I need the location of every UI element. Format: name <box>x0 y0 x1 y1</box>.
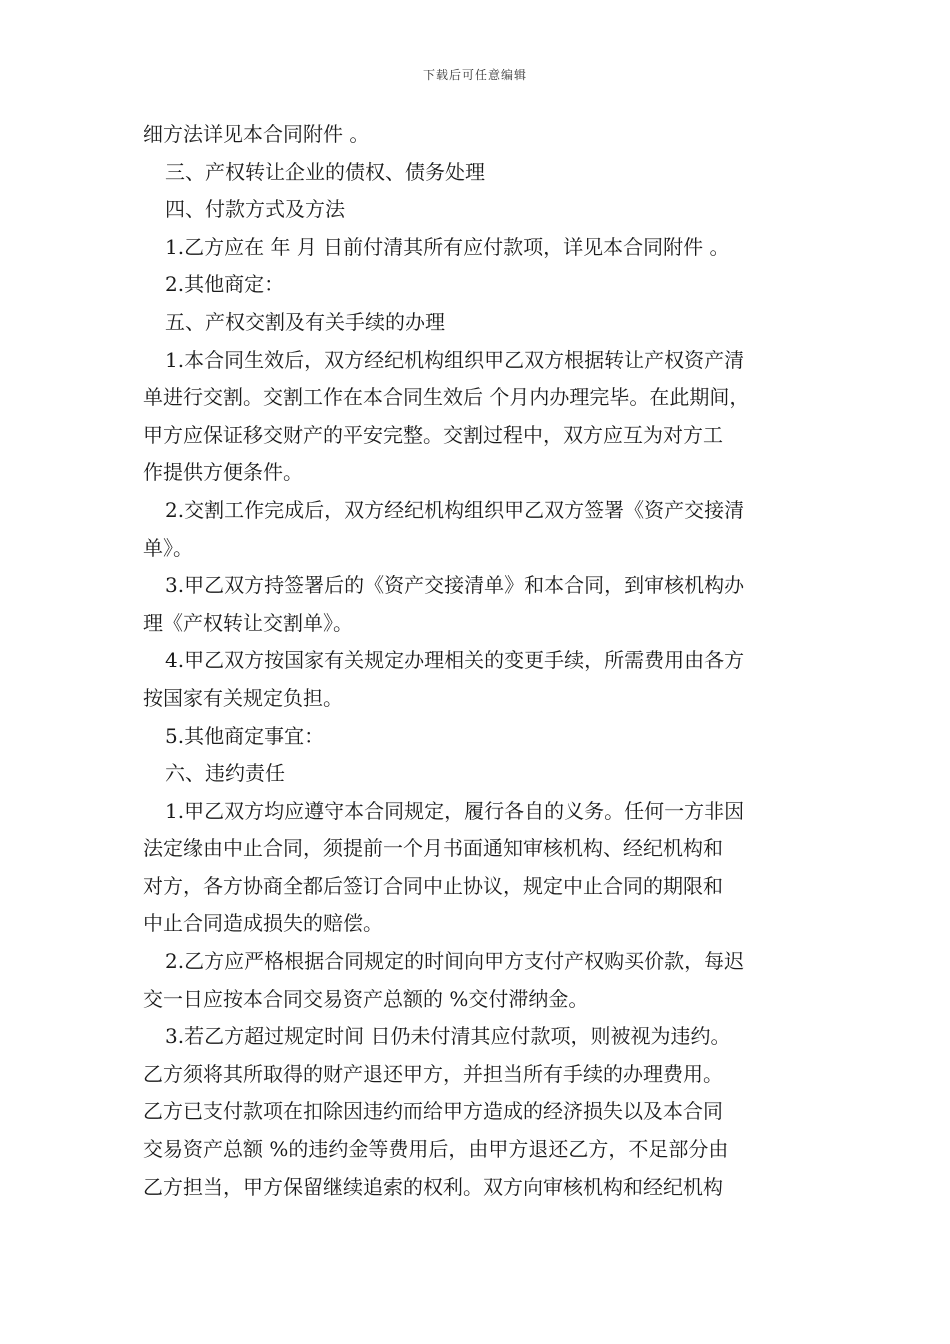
text-line: 乙方担当，甲方保留继续追索的权利。双方向审核机构和经纪机构 <box>143 1174 723 1199</box>
clause-line: 2.乙方应严格根据合同规定的时间向甲方支付产权购买价款，每迟 <box>165 949 745 974</box>
clause-line: 1.乙方应在 年 月 日前付清其所有应付款项，详见本合同附件 。 <box>165 234 730 259</box>
text-line: 作提供方便条件。 <box>143 460 303 485</box>
text-line: 中止合同造成损失的赔偿。 <box>143 911 383 936</box>
clause-line: 4.甲乙双方按国家有关规定办理相关的变更手续，所需费用由各方 <box>165 648 745 673</box>
text-line: 交易资产总额 %的违约金等费用后，由甲方退还乙方，不足部分由 <box>143 1137 729 1162</box>
text-line: 按国家有关规定负担。 <box>143 685 343 710</box>
text-line: 法定缘由中止合同，须提前一个月书面通知审核机构、经纪机构和 <box>143 836 723 861</box>
text-line: 对方，各方协商全都后签订合同中止协议，规定中止合同的期限和 <box>143 873 723 898</box>
text-line: 理《产权转让交割单》。 <box>143 610 353 635</box>
text-line: 甲方应保证移交财产的平安完整。交割过程中，双方应互为对方工 <box>143 422 723 447</box>
clause-line: 3.若乙方超过规定时间 日仍未付清其应付款项，则被视为违约。 <box>165 1024 731 1049</box>
text-line: 乙方已支付款项在扣除因违约而给甲方造成的经济损失以及本合同 <box>143 1099 723 1124</box>
text-line: 单进行交割。交割工作在本合同生效后 个月内办理完毕。在此期间， <box>143 385 750 410</box>
clause-line: 3.甲乙双方持签署后的《资产交接清单》和本合同，到审核机构办 <box>165 573 745 598</box>
section-heading: 三、产权转让企业的债权、债务处理 <box>165 159 485 184</box>
text-line: 单》。 <box>143 535 193 560</box>
section-heading: 四、付款方式及方法 <box>165 197 345 222</box>
clause-line: 1.本合同生效后，双方经纪机构组织甲乙双方根据转让产权资产清 <box>165 347 745 372</box>
text-line: 交一日应按本合同交易资产总额的 %交付滞纳金。 <box>143 986 589 1011</box>
page-header: 下载后可任意编辑 <box>422 68 527 82</box>
section-heading: 五、产权交割及有关手续的办理 <box>165 309 445 334</box>
clause-line: 5.其他商定事宜： <box>165 723 325 748</box>
clause-line: 2.其他商定： <box>165 272 285 297</box>
clause-line: 1.甲乙双方均应遵守本合同规定，履行各自的义务。任何一方非因 <box>165 798 745 823</box>
clause-line: 2.交割工作完成后，双方经纪机构组织甲乙双方签署《资产交接清 <box>165 497 745 522</box>
section-heading: 六、违约责任 <box>165 761 285 786</box>
text-line: 乙方须将其所取得的财产退还甲方，并担当所有手续的办理费用。 <box>143 1061 723 1086</box>
text-line: 细方法详见本合同附件 。 <box>143 122 370 146</box>
contract-body <box>143 116 813 1206</box>
